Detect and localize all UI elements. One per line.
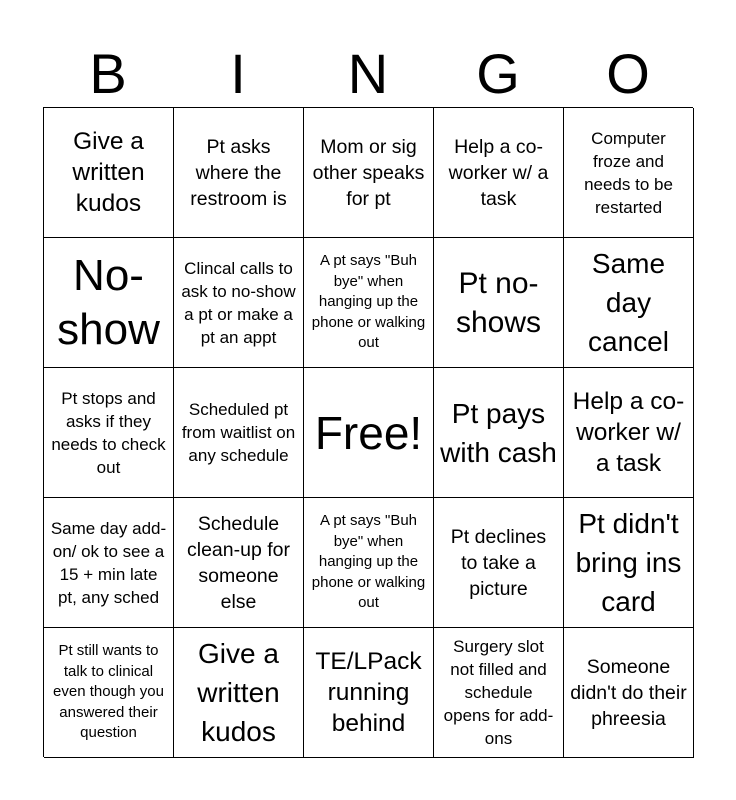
bingo-cell[interactable] xyxy=(434,368,564,498)
cell-text: Pt pays with cash xyxy=(440,397,557,468)
cell-text: Same day add-on/ ok to see a 15 + min late pt, any sched xyxy=(50,518,167,607)
bingo-cell[interactable] xyxy=(564,368,694,498)
bingo-cell[interactable] xyxy=(434,108,564,238)
bingo-cell[interactable] xyxy=(174,628,304,758)
free-space-cell[interactable] xyxy=(304,368,434,498)
cell-text: Help a co-worker w/ a task xyxy=(448,135,549,210)
cell-text: Pt no-shows xyxy=(455,266,542,339)
cell-text: Pt declines to take a picture xyxy=(450,525,547,600)
header-letter-g: G xyxy=(476,42,520,105)
cell-text: Pt didn't bring ins card xyxy=(575,508,682,617)
bingo-cell[interactable] xyxy=(564,498,694,628)
bingo-header xyxy=(43,40,693,108)
cell-text: Schedule clean-up for someone else xyxy=(187,512,290,613)
cell-text: Same day cancel xyxy=(588,248,669,357)
bingo-cell[interactable] xyxy=(44,628,174,758)
bingo-cell[interactable] xyxy=(44,238,174,368)
bingo-cell[interactable] xyxy=(44,498,174,628)
header-letter-o: O xyxy=(606,42,650,105)
cell-text: Clincal calls to ask to no-show a pt or make a pt an appt xyxy=(181,258,296,347)
cell-text: Scheduled pt from waitlist on any schedule xyxy=(181,400,296,465)
cell-text: Someone didn't do their phreesia xyxy=(570,655,687,730)
cell-text: Surgery slot not filled and schedule opens for add-ons xyxy=(443,637,554,748)
bingo-cell[interactable] xyxy=(174,498,304,628)
cell-text: Give a written kudos xyxy=(197,638,280,747)
bingo-cell[interactable] xyxy=(564,238,694,368)
header-letter-n: N xyxy=(347,42,389,105)
bingo-cell[interactable] xyxy=(174,238,304,368)
bingo-cell[interactable] xyxy=(304,108,434,238)
cell-text: Pt stops and asks if they needs to check out xyxy=(51,388,166,477)
bingo-cell[interactable] xyxy=(434,628,564,758)
cell-text: Give a written kudos xyxy=(72,128,145,217)
bingo-cell[interactable] xyxy=(44,368,174,498)
bingo-cell[interactable] xyxy=(434,238,564,368)
cell-text: Pt still wants to talk to clinical even though you answered their question xyxy=(53,642,164,742)
cell-text: A pt says "Buh bye" when hanging up the phone or walking out xyxy=(311,252,426,352)
bingo-cell[interactable] xyxy=(304,238,434,368)
bingo-cell[interactable] xyxy=(434,498,564,628)
cell-text: Mom or sig other speaks for pt xyxy=(312,135,425,210)
bingo-card xyxy=(43,107,693,757)
bingo-cell[interactable] xyxy=(44,108,174,238)
header-letter-i: I xyxy=(230,42,246,105)
cell-text: Free! xyxy=(314,406,423,459)
cell-text: Computer froze and needs to be restarted xyxy=(584,128,673,217)
cell-text: Help a co-worker w/ a task xyxy=(572,388,685,477)
cell-text: TE/LPack running behind xyxy=(315,648,422,737)
bingo-cell[interactable] xyxy=(174,108,304,238)
bingo-cell[interactable] xyxy=(564,628,694,758)
bingo-cell[interactable] xyxy=(174,368,304,498)
cell-text: No-show xyxy=(57,250,160,354)
cell-text: Pt asks where the restroom is xyxy=(190,135,287,210)
header-letter-b: B xyxy=(89,42,127,105)
bingo-cell[interactable] xyxy=(304,628,434,758)
bingo-cell[interactable] xyxy=(304,498,434,628)
bingo-cell[interactable] xyxy=(564,108,694,238)
cell-text: A pt says "Buh bye" when hanging up the phone or walking out xyxy=(311,512,426,612)
